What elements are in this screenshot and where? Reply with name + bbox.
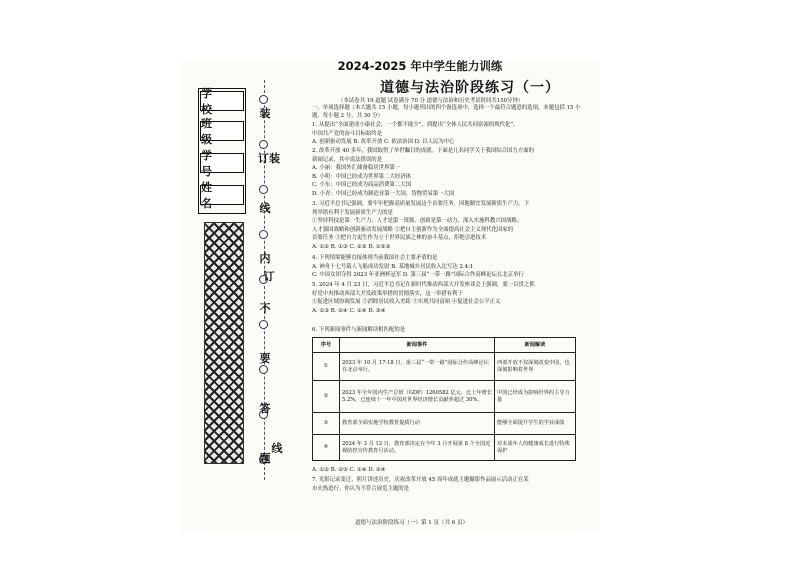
news-reading: 中国已经成为影响世界的主导力量 <box>495 381 576 413</box>
binding-char: 订 <box>263 270 275 283</box>
table-row <box>313 353 576 381</box>
question-4 <box>312 254 580 280</box>
row-number: ③ <box>313 413 340 435</box>
row-number: ① <box>313 353 340 381</box>
question-text: 3. 习近平总书记强调，要牢牢把握高质量发展这个首要任务，因地制宜发展新质生产力。下 <box>312 201 530 207</box>
news-reading: 能够全面提升学生的学业成绩 <box>495 413 576 435</box>
binding-hole <box>259 365 268 374</box>
news-reading: 对未成年人的健康成长进行特殊保护 <box>495 435 576 461</box>
question-7 <box>312 476 580 493</box>
question-options: A. 创新驱动发展 B. 改革开放 C. 依法治国 D. 以人民为中心 <box>312 139 455 146</box>
school-label: 学 校 <box>200 91 244 111</box>
binding-pattern <box>204 222 244 464</box>
news-event: 2024 年 3 月 12 日，教育部决定在今年 3 月开展第 8 个全国近视防控宣传教育月活动。 <box>340 435 495 461</box>
question-6 <box>312 326 580 335</box>
class-label: 班 级 <box>200 121 244 141</box>
question-text: 首要任务 ③把自力更生作为立于世界民族之林的奋斗基点，拒绝引进技术 <box>312 235 487 242</box>
section-heading-cont: 题，每小题 2 分，共 30 分） <box>312 113 384 119</box>
exam-series-title: 2024-2025 年中学生能力训练 <box>337 59 503 73</box>
question-text: 新闻记录，其中说法错误的是 <box>312 156 383 163</box>
question-text: 2. 改革开放 40 多年，我国取得了举世瞩目的成就。下面是几名同学关于我国综合国力方面的 <box>312 148 534 154</box>
question-3 <box>312 200 580 252</box>
question-options: A. ①③ B. ②④ C. ①④ D. ③④ <box>312 307 386 314</box>
binding-char: 内 <box>259 252 271 265</box>
question-text: 4. 下列情境能够直接体现当前我国社会主要矛盾的是 <box>312 255 438 261</box>
question-options: A. ①② B. ①③ C. ②③ D. ①②③ <box>312 243 391 250</box>
question-text: 列举措有利于发展新质生产力的是 <box>312 209 393 216</box>
option-c: C. 小东：中国已经成为商品消费第二大国 <box>312 182 412 189</box>
option-d: D. 小青：中国已经成为制造业第一大国，货物贸易第一大国 <box>312 190 455 197</box>
section-heading: 一、单项选择题（本大题共 15 小题，每小题列出的四个备选项中，选择一个最符合题意的选项，本题包括 15 小 <box>312 105 581 111</box>
question-text: 人才强国战略和创新驱动发展战略 ②把自主创新作为全面提高社会主义现代化国家的 <box>312 226 514 233</box>
exam-note: （本试卷共 19 道题 试卷满分 70 分 道德与法治和历史考试时间共150分钟） <box>338 98 524 104</box>
binding-char: 答 <box>259 402 271 415</box>
binding-char: 订装 <box>258 152 280 165</box>
question-text: 5. 2024 年 4 月 23 日，习近平总书记在新时代推动西部大开发座谈会上强调，要一以贯之抓 <box>312 282 535 288</box>
question-text: 6. 下列新闻事件与新闻解读相匹配的是 <box>312 327 406 333</box>
question-text: ①促进区域协调发展 ②消除居民收入差距 ③实现共同富裕 ④促进社会公平正义 <box>312 299 501 306</box>
page-footer: 道德与法治阶段练习（一）第 1 页（共 6 页） <box>355 520 468 526</box>
question-options: A. 神舟十七号载人飞船成功发射 B. 某地城乡居民收入比写达 2.4:1 <box>312 263 474 270</box>
row-number: ② <box>313 381 340 413</box>
binding-hole <box>259 185 268 194</box>
news-event: 教育部全面实施学校教育提质行动 <box>340 413 495 435</box>
binding-hole <box>259 230 268 239</box>
row-number: ④ <box>313 435 340 461</box>
binding-char: 要 <box>259 352 271 365</box>
question-text: 好党中央推动西部大开发政策举措的贯彻落实，这一举措有利于 <box>312 290 463 297</box>
binding-hole <box>259 320 268 329</box>
question-text: 中国共产党的奋斗目标始终是 <box>312 130 383 137</box>
name-label: 姓 名 <box>200 185 244 205</box>
question-text: 1. 从提出“全面建成小康社会，一个都不能少”，到提出“全体人民共同富裕的现代化”， <box>312 122 519 128</box>
news-reading: 西部开放不仅深刻改变中国，也深刻影响着世界 <box>495 353 576 381</box>
question-text: 7. 光影记录变迁，照片讲述历史。庆祝改革开放 45 周年成就主题摄影作品展示活动正在某 <box>312 477 529 483</box>
option-a: A. 小丽：我国外汇储备稳居世界第一 <box>312 165 401 172</box>
question-text: ①坚持科技是第一生产力、人才是第一资源、创新是第一动力，深入实施科教兴国战略、 <box>312 218 523 225</box>
binding-char: 线 <box>271 442 283 455</box>
news-event: 2023 年全年国内生产总值（GDP）1260582 亿元，比上年增长 5.2%，已连续十一年中国对世界经济增长贡献率超过 30%。 <box>340 381 495 413</box>
binding-char: 题 <box>259 452 271 465</box>
question-text: 市火热进行。你认为不符合展览主题的是 <box>312 485 410 492</box>
table-row <box>313 413 576 435</box>
student-number-label: 学 号 <box>200 153 244 173</box>
news-table <box>312 337 576 461</box>
question-5 <box>312 281 580 315</box>
binding-hole <box>259 140 268 149</box>
binding-char: 装 <box>259 107 271 120</box>
option-b: B. 小明：中国已经成为世界第二大经济体 <box>312 173 412 180</box>
exam-title: 道德与法治阶段练习（一） <box>380 80 560 96</box>
question-2 <box>312 147 580 199</box>
binding-char: 线 <box>259 202 271 215</box>
news-event: 2023 年 10 月 17-18 日，第三届“一带一路”国际合作高峰论坛在北京举行。 <box>340 353 495 381</box>
binding-hole <box>259 95 268 104</box>
column-header: 序号 <box>313 338 340 353</box>
table-header-row <box>313 338 576 353</box>
question-1 <box>312 121 580 147</box>
question-options: C. 中国女团夺得 2023 年亚洲杯冠军 D. 第三届“一带一路”国际合作高峰论坛在北京举行 <box>312 272 524 279</box>
column-header: 新闻解读 <box>495 338 576 353</box>
column-header: 新闻事件 <box>340 338 495 353</box>
table-row <box>313 435 576 461</box>
question-6-options: A. ①② B. ②③ C. ①④ D. ③④ <box>312 467 386 473</box>
binding-char: 不 <box>259 302 271 315</box>
table-row <box>313 381 576 413</box>
